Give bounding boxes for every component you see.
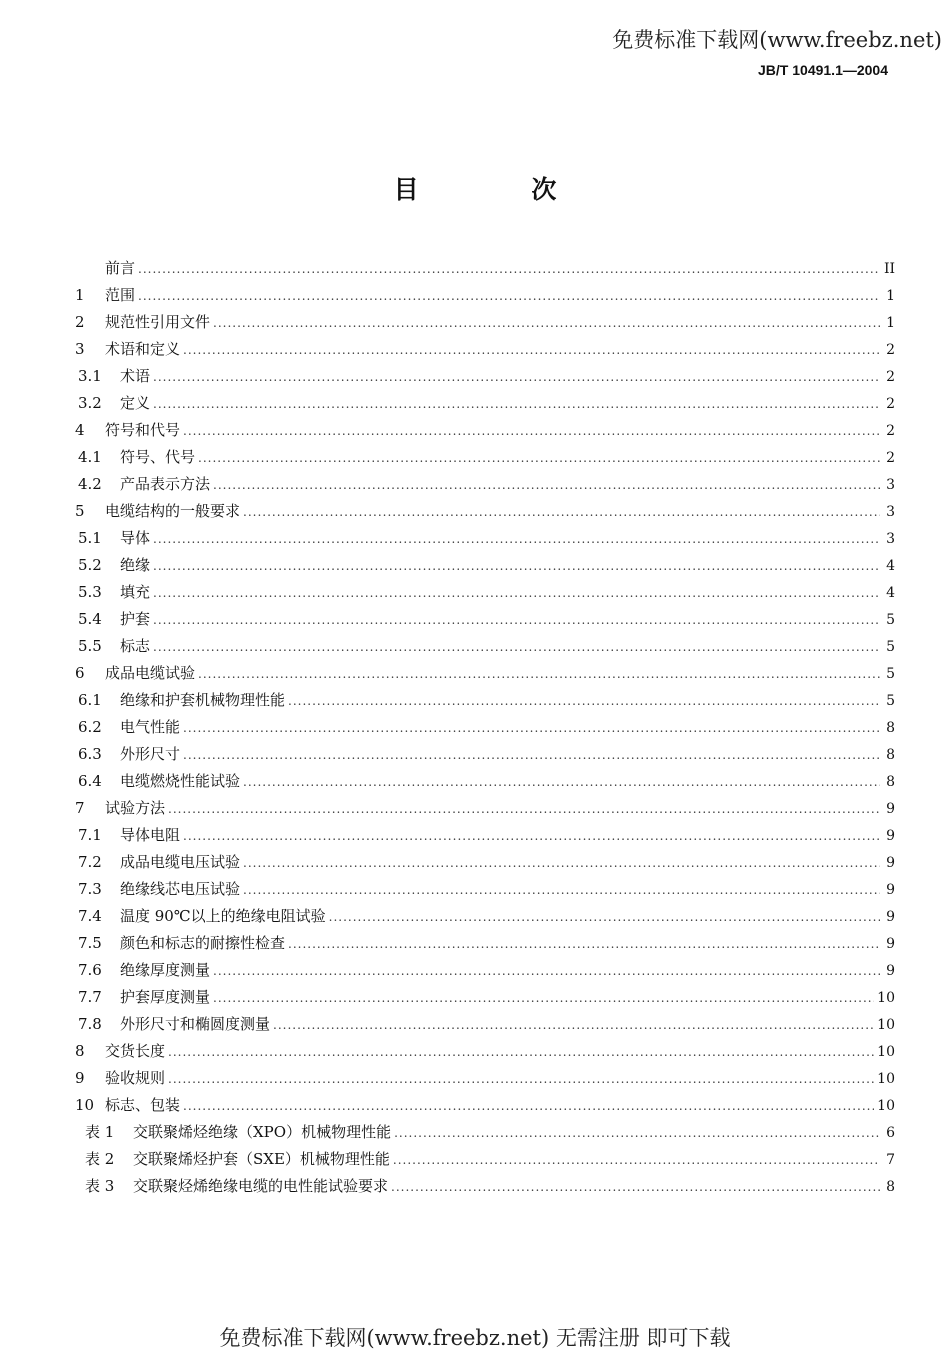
toc-entry-page: 5 [886, 693, 895, 709]
toc-entry-title: 绝缘 [120, 556, 151, 574]
toc-leader-dots [394, 1120, 880, 1147]
toc-entry[interactable] [75, 444, 895, 471]
toc-entry-number: 7.8 [78, 1015, 102, 1033]
toc-entry-number: 5 [75, 502, 85, 520]
toc-entry-number: 6.2 [78, 718, 102, 736]
toc-entry-number: 5.1 [78, 529, 102, 547]
toc-entry-page: 9 [886, 855, 895, 871]
table-of-contents [75, 255, 895, 1200]
toc-entry-number: 8 [75, 1042, 85, 1060]
toc-leader-dots [183, 823, 880, 850]
toc-leader-dots [243, 499, 880, 526]
toc-leader-dots [153, 580, 880, 607]
toc-entry-number: 3.1 [78, 367, 102, 385]
toc-leader-dots [243, 877, 880, 904]
toc-entry-number: 表 1 [85, 1123, 115, 1141]
toc-entry-title: 交联聚烃烯绝缘电缆的电性能试验要求 [133, 1177, 389, 1195]
toc-entry-title: 范围 [105, 286, 136, 304]
toc-entry[interactable] [75, 1173, 895, 1200]
toc-entry-title: 电缆结构的一般要求 [105, 502, 241, 520]
bottom-watermark: 免费标准下载网(www.freebz.net) 无需注册 即可下载 [219, 1326, 731, 1350]
toc-entry-number: 5.4 [78, 610, 102, 628]
toc-entry-number: 3 [75, 340, 85, 358]
toc-entry-page: 4 [886, 585, 895, 601]
toc-entry-number: 6 [75, 664, 85, 682]
toc-entry-number: 5.5 [78, 637, 102, 655]
toc-entry[interactable] [75, 498, 895, 525]
toc-entry-title: 外形尺寸 [120, 745, 181, 763]
toc-entry-number: 5.2 [78, 556, 102, 574]
toc-entry-number: 6.1 [78, 691, 102, 709]
toc-entry[interactable] [75, 525, 895, 552]
toc-entry-number: 4 [75, 421, 85, 439]
toc-leader-dots [198, 445, 880, 472]
toc-leader-dots [153, 391, 880, 418]
toc-entry[interactable] [75, 255, 895, 282]
toc-entry-title: 交联聚烯烃绝缘（XPO）机械物理性能 [133, 1123, 392, 1141]
toc-entry[interactable] [75, 309, 895, 336]
toc-entry-page: 7 [886, 1152, 895, 1168]
toc-entry-page: 5 [886, 666, 895, 682]
toc-entry-title: 试验方法 [105, 799, 166, 817]
toc-entry[interactable] [75, 1011, 895, 1038]
toc-title: 目 次 [393, 175, 609, 204]
toc-leader-dots [288, 931, 880, 958]
toc-leader-dots [138, 256, 880, 283]
toc-entry-title: 电气性能 [120, 718, 181, 736]
toc-entry-title: 绝缘和护套机械物理性能 [120, 691, 286, 709]
toc-leader-dots [183, 418, 880, 445]
toc-leader-dots [168, 1066, 874, 1093]
toc-entry[interactable] [75, 606, 895, 633]
toc-entry-title: 前言 [105, 259, 136, 277]
toc-entry-number: 4.2 [78, 475, 102, 493]
toc-entry-page: II [883, 261, 895, 277]
toc-entry-title: 术语 [120, 367, 151, 385]
toc-leader-dots [183, 742, 880, 769]
toc-entry-number: 7.4 [78, 907, 102, 925]
toc-entry-number: 10 [75, 1096, 95, 1114]
toc-leader-dots [153, 364, 880, 391]
toc-entry-page: 9 [886, 882, 895, 898]
toc-entry-number: 7.5 [78, 934, 102, 952]
toc-entry[interactable] [75, 282, 895, 309]
toc-leader-dots [183, 337, 880, 364]
toc-entry-title: 交联聚烯烃护套（SXE）机械物理性能 [133, 1150, 390, 1168]
toc-leader-dots [393, 1147, 880, 1174]
toc-entry[interactable] [75, 795, 895, 822]
toc-entry-page: 5 [886, 612, 895, 628]
toc-leader-dots [243, 769, 880, 796]
toc-entry[interactable] [75, 687, 895, 714]
toc-entry-number: 5.3 [78, 583, 102, 601]
toc-entry-page: 8 [886, 747, 895, 763]
toc-entry-number: 7.2 [78, 853, 102, 871]
toc-entry[interactable] [75, 1119, 895, 1146]
toc-entry-page: 10 [877, 1071, 895, 1087]
toc-entry[interactable] [75, 417, 895, 444]
toc-entry-title: 术语和定义 [105, 340, 181, 358]
toc-leader-dots [153, 634, 880, 661]
toc-entry-number: 9 [75, 1069, 85, 1087]
toc-entry-number: 表 2 [85, 1150, 115, 1168]
toc-entry-title: 产品表示方法 [120, 475, 211, 493]
toc-entry[interactable] [75, 849, 895, 876]
toc-leader-dots [391, 1174, 880, 1201]
toc-entry[interactable] [75, 984, 895, 1011]
toc-leader-dots [198, 661, 880, 688]
toc-entry[interactable] [75, 714, 895, 741]
toc-entry[interactable] [75, 768, 895, 795]
toc-entry-page: 4 [886, 558, 895, 574]
toc-entry-page: 9 [886, 936, 895, 952]
toc-entry[interactable] [75, 930, 895, 957]
toc-leader-dots [329, 904, 880, 931]
toc-entry-title: 成品电缆电压试验 [120, 853, 241, 871]
toc-entry[interactable] [75, 390, 895, 417]
document-code: JB/T 10491.1—2004 [758, 62, 888, 78]
toc-entry-title: 绝缘线芯电压试验 [120, 880, 241, 898]
toc-entry-number: 7.3 [78, 880, 102, 898]
toc-entry-page: 10 [877, 1017, 895, 1033]
toc-entry[interactable] [75, 1146, 895, 1173]
toc-entry-page: 8 [886, 1179, 895, 1195]
toc-entry-page: 2 [886, 369, 895, 385]
toc-entry-title: 填充 [120, 583, 151, 601]
toc-entry-title: 导体 [120, 529, 151, 547]
toc-entry-title: 绝缘厚度测量 [120, 961, 211, 979]
toc-entry-number: 6.4 [78, 772, 102, 790]
toc-entry-title: 交货长度 [105, 1042, 166, 1060]
toc-entry[interactable] [75, 633, 895, 660]
toc-leader-dots [183, 715, 880, 742]
toc-entry-title: 成品电缆试验 [105, 664, 196, 682]
toc-entry-number: 4.1 [78, 448, 102, 466]
toc-entry-title: 标志、包装 [105, 1096, 181, 1114]
toc-entry-title: 标志 [120, 637, 151, 655]
toc-entry[interactable] [75, 741, 895, 768]
toc-entry-page: 10 [877, 990, 895, 1006]
toc-entry-page: 9 [886, 963, 895, 979]
toc-leader-dots [183, 1093, 874, 1120]
toc-leader-dots [168, 796, 880, 823]
toc-leader-dots [153, 607, 880, 634]
toc-entry-title: 温度 90℃以上的绝缘电阻试验 [120, 907, 326, 925]
toc-entry[interactable] [75, 363, 895, 390]
toc-entry-page: 2 [886, 423, 895, 439]
toc-entry-number: 6.3 [78, 745, 102, 763]
toc-entry-page: 10 [877, 1044, 895, 1060]
toc-entry-title: 定义 [120, 394, 151, 412]
toc-leader-dots [153, 553, 880, 580]
toc-entry-page: 5 [886, 639, 895, 655]
toc-entry[interactable] [75, 1092, 895, 1119]
toc-entry-page: 3 [886, 531, 895, 547]
toc-entry-page: 8 [886, 720, 895, 736]
toc-entry[interactable] [75, 336, 895, 363]
toc-entry-title: 验收规则 [105, 1069, 166, 1087]
toc-entry-title: 颜色和标志的耐擦性检查 [120, 934, 286, 952]
toc-entry-number: 2 [75, 313, 85, 331]
toc-leader-dots [213, 985, 874, 1012]
toc-leader-dots [138, 283, 880, 310]
top-watermark: 免费标准下载网(www.freebz.net) [612, 28, 942, 52]
toc-entry[interactable] [75, 903, 895, 930]
toc-entry-page: 10 [877, 1098, 895, 1114]
toc-leader-dots [153, 526, 880, 553]
toc-entry-page: 6 [886, 1125, 895, 1141]
toc-entry-title: 护套厚度测量 [120, 988, 211, 1006]
toc-leader-dots [273, 1012, 874, 1039]
toc-entry[interactable] [75, 822, 895, 849]
toc-entry-title: 护套 [120, 610, 151, 628]
toc-entry-page: 9 [886, 909, 895, 925]
toc-entry[interactable] [75, 957, 895, 984]
toc-leader-dots [288, 688, 880, 715]
toc-entry-title: 符号和代号 [105, 421, 181, 439]
toc-entry[interactable] [75, 876, 895, 903]
toc-entry-number: 3.2 [78, 394, 102, 412]
toc-entry-page: 2 [886, 450, 895, 466]
toc-entry-page: 3 [886, 504, 895, 520]
toc-entry[interactable] [75, 1065, 895, 1092]
toc-entry[interactable] [75, 579, 895, 606]
toc-leader-dots [168, 1039, 874, 1066]
toc-leader-dots [243, 850, 880, 877]
toc-entry-title: 符号、代号 [120, 448, 196, 466]
toc-entry[interactable] [75, 471, 895, 498]
toc-entry-number: 7 [75, 799, 85, 817]
toc-entry-number: 7.1 [78, 826, 102, 844]
toc-entry-number: 1 [75, 286, 85, 304]
toc-entry-title: 外形尺寸和椭圆度测量 [120, 1015, 271, 1033]
toc-entry-number: 7.7 [78, 988, 102, 1006]
toc-entry-page: 2 [886, 342, 895, 358]
toc-entry-number: 7.6 [78, 961, 102, 979]
toc-entry-page: 9 [886, 801, 895, 817]
toc-entry-page: 3 [886, 477, 895, 493]
toc-entry-page: 1 [886, 315, 895, 331]
toc-entry[interactable] [75, 660, 895, 687]
toc-entry-number: 表 3 [85, 1177, 115, 1195]
toc-leader-dots [213, 310, 880, 337]
toc-entry-title: 电缆燃烧性能试验 [120, 772, 241, 790]
toc-entry-page: 8 [886, 774, 895, 790]
toc-entry-page: 1 [886, 288, 895, 304]
toc-entry-page: 2 [886, 396, 895, 412]
toc-leader-dots [213, 472, 880, 499]
toc-entry[interactable] [75, 552, 895, 579]
toc-entry-title: 规范性引用文件 [105, 313, 211, 331]
toc-entry-title: 导体电阻 [120, 826, 181, 844]
toc-leader-dots [213, 958, 880, 985]
toc-entry-page: 9 [886, 828, 895, 844]
toc-entry[interactable] [75, 1038, 895, 1065]
